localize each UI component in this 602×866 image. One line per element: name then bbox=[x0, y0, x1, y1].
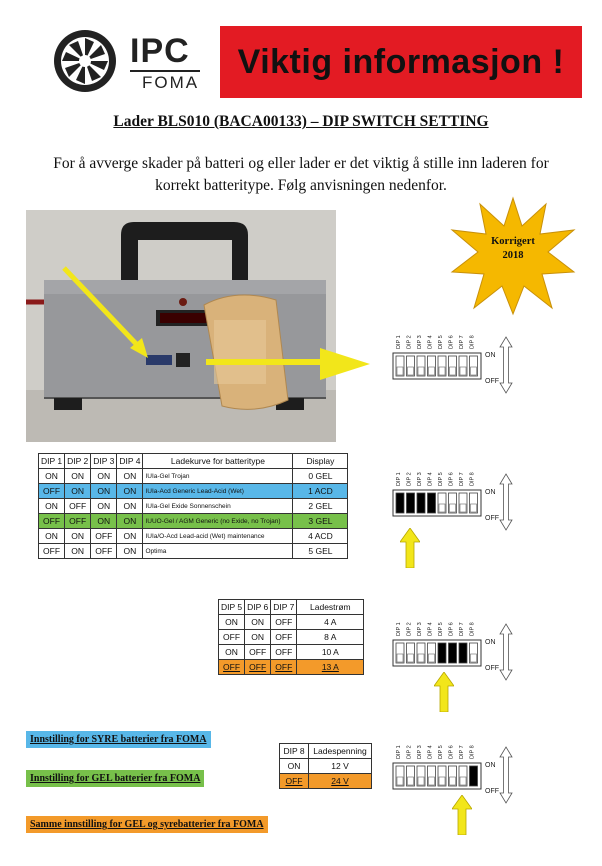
dip-label: DIP 3 bbox=[417, 335, 423, 349]
table-row bbox=[219, 660, 364, 675]
dip-label: DIP 2 bbox=[406, 472, 413, 486]
table-cell: OFF bbox=[219, 630, 245, 645]
table-cell: ON bbox=[117, 499, 143, 514]
banner: Viktig informasjon ! bbox=[220, 26, 582, 98]
dip-switch-knob bbox=[450, 504, 456, 512]
legend-green: Innstilling for GEL batterier fra FOMA bbox=[26, 770, 204, 787]
table-cell: IUIa-Gel Trojan bbox=[143, 469, 293, 484]
intro-line-1: For å avverge skader på batteri og eller lader er det viktig å stille inn laderen for bbox=[53, 155, 549, 172]
table-header: Display bbox=[293, 454, 348, 469]
double-arrow-icon bbox=[500, 474, 512, 530]
table-cell: OFF bbox=[39, 484, 65, 499]
dip-label: DIP 4 bbox=[427, 622, 434, 636]
dip-switch-knob bbox=[471, 654, 477, 662]
dip-label: DIP 6 bbox=[448, 745, 455, 759]
table-cell: ON bbox=[219, 645, 245, 660]
dip-switch-knob bbox=[418, 654, 424, 662]
table-cell: ON bbox=[39, 529, 65, 544]
dip-switch-slot bbox=[396, 493, 404, 513]
table-header: DIP 4 bbox=[117, 454, 143, 469]
dip-diagram-1 bbox=[390, 325, 515, 395]
on-label: ON bbox=[485, 489, 496, 496]
dip-diagram-2 bbox=[390, 462, 515, 532]
dip-switch-knob bbox=[418, 777, 424, 785]
table-cell: ON bbox=[245, 615, 271, 630]
dip-switch-knob bbox=[429, 367, 435, 375]
on-label: ON bbox=[485, 639, 496, 646]
charge-current-table bbox=[218, 599, 364, 675]
dip-switch-knob bbox=[429, 654, 435, 662]
table-cell: ON bbox=[117, 469, 143, 484]
dip-switch-slot bbox=[407, 493, 415, 513]
table-cell: ON bbox=[65, 469, 91, 484]
dip-label: DIP 3 bbox=[417, 622, 423, 636]
dip-switch-slot bbox=[417, 493, 425, 513]
double-arrow-icon bbox=[500, 624, 512, 680]
table-cell: OFF bbox=[245, 660, 271, 675]
dip-label: DIP 7 bbox=[459, 622, 465, 636]
dip-switch-knob bbox=[418, 367, 424, 375]
table-row bbox=[219, 630, 364, 645]
dip-label: DIP 2 bbox=[406, 745, 413, 759]
table-header: DIP 8 bbox=[280, 744, 309, 759]
table-cell: 10 A bbox=[297, 645, 364, 660]
dip-label: DIP 1 bbox=[396, 472, 402, 486]
table-cell: ON bbox=[117, 484, 143, 499]
on-label: ON bbox=[485, 762, 496, 769]
table-cell: ON bbox=[280, 759, 309, 774]
table-cell: 5 GEL bbox=[293, 544, 348, 559]
table-cell: ON bbox=[117, 544, 143, 559]
dip-switch-knob bbox=[408, 777, 414, 785]
dip-label: DIP 8 bbox=[469, 745, 476, 759]
table-cell: OFF bbox=[271, 660, 297, 675]
dip-label: DIP 7 bbox=[459, 745, 465, 759]
dip-label: DIP 8 bbox=[469, 472, 476, 486]
dip-switch-knob bbox=[460, 367, 466, 375]
table-cell: ON bbox=[39, 469, 65, 484]
table-header-row bbox=[280, 744, 372, 759]
dip-switch-knob bbox=[439, 367, 445, 375]
table-row bbox=[39, 529, 348, 544]
table-header: Ladespenning bbox=[309, 744, 372, 759]
dip-switch-slot bbox=[459, 643, 467, 663]
dip-label: DIP 4 bbox=[427, 335, 434, 349]
dip-label: DIP 5 bbox=[438, 622, 444, 636]
dip-label: DIP 4 bbox=[427, 745, 434, 759]
table-cell: 12 V bbox=[309, 759, 372, 774]
dip-switch-knob bbox=[450, 777, 456, 785]
dip-switch-svg bbox=[390, 462, 515, 532]
page-title: Lader BLS010 (BACA00133) – DIP SWITCH SETTING bbox=[113, 113, 489, 130]
table-header: DIP 7 bbox=[271, 600, 297, 615]
dip-label: DIP 6 bbox=[448, 472, 455, 486]
dip-switch-knob bbox=[429, 777, 435, 785]
off-label: OFF bbox=[485, 378, 499, 385]
logo-main-text: IPC bbox=[130, 32, 190, 70]
charge-voltage-table bbox=[279, 743, 372, 789]
table-cell: IUUO-Gel / AGM Generic (no Exide, no Trojan) bbox=[143, 514, 293, 529]
dip-label: DIP 6 bbox=[448, 622, 455, 636]
table-cell: ON bbox=[65, 544, 91, 559]
table-cell: Optima bbox=[143, 544, 293, 559]
dip-label: DIP 7 bbox=[459, 472, 465, 486]
arrow-right-icon bbox=[320, 348, 370, 380]
table-row bbox=[39, 469, 348, 484]
dip-switch-knob bbox=[397, 777, 403, 785]
charger-illustration bbox=[26, 210, 336, 442]
badge-line-2: 2018 bbox=[502, 250, 524, 261]
table-cell: ON bbox=[91, 469, 117, 484]
table-row bbox=[219, 645, 364, 660]
logo-sub-text: FOMA bbox=[142, 73, 200, 92]
dip-label: DIP 2 bbox=[406, 335, 413, 349]
table-cell: OFF bbox=[39, 544, 65, 559]
table-cell: OFF bbox=[271, 630, 297, 645]
dip-switch-svg bbox=[390, 325, 515, 395]
table-cell: OFF bbox=[91, 544, 117, 559]
table-cell: IUIa-Gel Exide Sonnenschein bbox=[143, 499, 293, 514]
table-row bbox=[280, 759, 372, 774]
table-header: DIP 3 bbox=[91, 454, 117, 469]
table-header: DIP 1 bbox=[39, 454, 65, 469]
table-cell: 2 GEL bbox=[293, 499, 348, 514]
table-cell: ON bbox=[219, 615, 245, 630]
dip-switch-knob bbox=[460, 777, 466, 785]
header bbox=[50, 26, 582, 98]
dip-label: DIP 3 bbox=[417, 472, 423, 486]
dip-switch-knob bbox=[460, 504, 466, 512]
table-cell: OFF bbox=[65, 514, 91, 529]
double-arrow-icon bbox=[500, 747, 512, 803]
arrow-up-icon bbox=[400, 528, 420, 568]
logo-wheel-icon bbox=[52, 28, 118, 94]
dip-switch-knob bbox=[408, 654, 414, 662]
table-header: DIP 2 bbox=[65, 454, 91, 469]
table-cell: IUIa-Acd Generic Lead-Acid (Wet) bbox=[143, 484, 293, 499]
dip-label: DIP 7 bbox=[459, 335, 465, 349]
dip-switch-knob bbox=[408, 367, 414, 375]
dip-label: DIP 3 bbox=[417, 745, 423, 759]
on-label: ON bbox=[485, 352, 496, 359]
table-cell: 4 A bbox=[297, 615, 364, 630]
battery-type-table bbox=[38, 453, 348, 559]
off-label: OFF bbox=[485, 515, 499, 522]
legend-blue: Innstilling for SYRE batterier fra FOMA bbox=[26, 731, 211, 748]
table-cell: OFF bbox=[219, 660, 245, 675]
corrected-badge bbox=[450, 196, 576, 316]
dip-switch-knob bbox=[397, 654, 403, 662]
table-row bbox=[39, 499, 348, 514]
logo-divider bbox=[130, 70, 200, 72]
table-cell: ON bbox=[117, 514, 143, 529]
arrow-up-icon bbox=[434, 672, 454, 712]
table-row bbox=[219, 615, 364, 630]
table-cell: 0 GEL bbox=[293, 469, 348, 484]
table-cell: OFF bbox=[91, 529, 117, 544]
table-cell: 8 A bbox=[297, 630, 364, 645]
dip-label: DIP 8 bbox=[469, 335, 476, 349]
dip-switch-knob bbox=[439, 777, 445, 785]
table-cell: ON bbox=[117, 529, 143, 544]
table-row bbox=[39, 484, 348, 499]
table-cell: 13 A bbox=[297, 660, 364, 675]
arrow-up-icon bbox=[452, 795, 472, 835]
legend-orange: Samme innstilling for GEL og syrebatterier fra FOMA bbox=[26, 816, 268, 833]
table-cell: 24 V bbox=[309, 774, 372, 789]
table-header: Ladekurve for batteritype bbox=[143, 454, 293, 469]
dip-label: DIP 4 bbox=[427, 472, 434, 486]
off-label: OFF bbox=[485, 665, 499, 672]
dip-switch-knob bbox=[450, 367, 456, 375]
table-header-row bbox=[219, 600, 364, 615]
table-cell: 3 GEL bbox=[293, 514, 348, 529]
table-cell: ON bbox=[245, 630, 271, 645]
table-cell: ON bbox=[91, 499, 117, 514]
dip-switch-slot bbox=[470, 766, 478, 786]
dip-label: DIP 5 bbox=[438, 335, 444, 349]
double-arrow-icon bbox=[500, 337, 512, 393]
dip-switch-slot bbox=[449, 643, 457, 663]
dip-switch-knob bbox=[439, 504, 445, 512]
table-cell: OFF bbox=[271, 615, 297, 630]
table-cell: OFF bbox=[245, 645, 271, 660]
dip-label: DIP 1 bbox=[396, 745, 402, 759]
dip-label: DIP 6 bbox=[448, 335, 455, 349]
table-cell: OFF bbox=[65, 499, 91, 514]
dip-switch-knob bbox=[471, 367, 477, 375]
table-header: DIP 5 bbox=[219, 600, 245, 615]
dip-label: DIP 1 bbox=[396, 622, 402, 636]
charger-photo bbox=[26, 210, 336, 442]
table-cell: 1 ACD bbox=[293, 484, 348, 499]
table-cell: ON bbox=[65, 529, 91, 544]
table-cell: ON bbox=[65, 484, 91, 499]
table-header-row bbox=[39, 454, 348, 469]
table-row bbox=[39, 514, 348, 529]
table-cell: IUIa/O-Acd Lead-acid (Wet) maintenance bbox=[143, 529, 293, 544]
off-label: OFF bbox=[485, 788, 499, 795]
dip-switch-slot bbox=[438, 643, 446, 663]
table-cell: ON bbox=[39, 499, 65, 514]
dip-switch-knob bbox=[397, 367, 403, 375]
table-row bbox=[280, 774, 372, 789]
table-cell: ON bbox=[91, 514, 117, 529]
table-cell: OFF bbox=[280, 774, 309, 789]
badge-line-1: Korrigert bbox=[491, 236, 535, 247]
dip-label: DIP 1 bbox=[396, 335, 402, 349]
table-cell: OFF bbox=[271, 645, 297, 660]
logo bbox=[50, 26, 220, 98]
table-header: DIP 6 bbox=[245, 600, 271, 615]
dip-switch-knob bbox=[471, 504, 477, 512]
table-row bbox=[39, 544, 348, 559]
dip-label: DIP 8 bbox=[469, 622, 476, 636]
table-header: Ladestrøm bbox=[297, 600, 364, 615]
dip-switch-slot bbox=[428, 493, 436, 513]
dip-label: DIP 5 bbox=[438, 745, 444, 759]
table-cell: 4 ACD bbox=[293, 529, 348, 544]
table-cell: ON bbox=[91, 484, 117, 499]
table-cell: OFF bbox=[39, 514, 65, 529]
intro-line-2: korrekt batteritype. Følg anvisningen nedenfor. bbox=[155, 177, 447, 194]
dip-label: DIP 2 bbox=[406, 622, 413, 636]
dip-label: DIP 5 bbox=[438, 472, 444, 486]
